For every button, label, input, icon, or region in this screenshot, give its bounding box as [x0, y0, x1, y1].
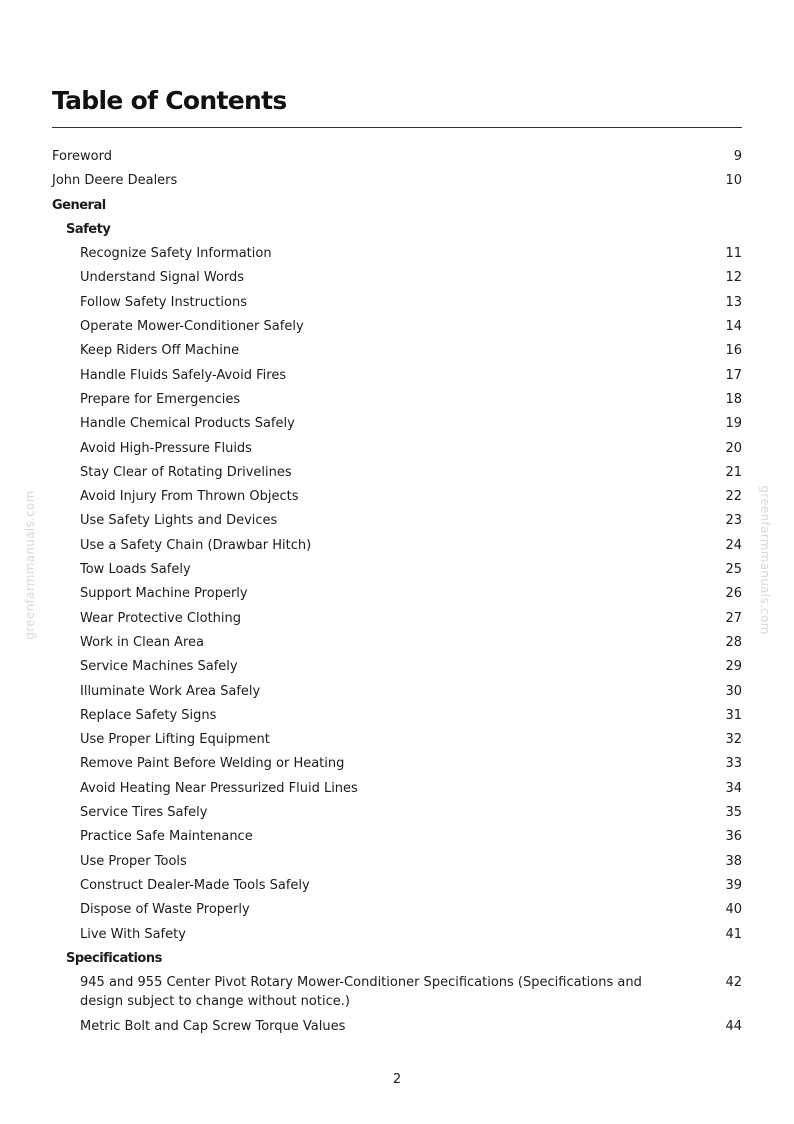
toc-entry-page-number: 38 [725, 853, 742, 869]
toc-entry[interactable] [0, 971, 794, 1015]
toc-entry-page-number: 42 [725, 975, 742, 991]
toc-entry[interactable] [0, 582, 794, 606]
toc-entry-page-number: 32 [725, 732, 742, 748]
toc-entry-page-number: 28 [725, 634, 742, 650]
toc-entry[interactable] [0, 655, 794, 679]
toc-entry[interactable] [0, 704, 794, 728]
toc-entry-page-number: 19 [725, 416, 742, 432]
toc-entry-page-number: 40 [725, 902, 742, 918]
toc-entry-title: Dispose of Waste Properly [80, 902, 250, 918]
toc-entry[interactable] [0, 558, 794, 582]
toc-entry-page-number: 36 [725, 829, 742, 845]
toc-entry-title: Illuminate Work Area Safely [80, 683, 261, 699]
page-number: 2 [392, 1072, 402, 1087]
toc-entry[interactable] [0, 680, 794, 704]
toc-section-heading [0, 194, 794, 218]
toc-entry-title: John Deere Dealers [52, 173, 178, 189]
toc-entry[interactable] [0, 850, 794, 874]
toc-entry-page-number: 24 [725, 537, 742, 553]
toc-entry-title: Operate Mower-Conditioner Safely [80, 319, 304, 335]
watermark-right: greenfarmmanuals.com [758, 485, 772, 635]
toc-entry[interactable] [0, 509, 794, 533]
toc-entry[interactable] [0, 1015, 794, 1039]
toc-entry-page-number: 25 [725, 562, 742, 578]
toc-entry[interactable] [0, 485, 794, 509]
toc-section-heading [0, 218, 794, 242]
toc-entry-page-number: 17 [725, 367, 742, 383]
toc-entry-page-number: 16 [725, 343, 742, 359]
title-divider [52, 127, 742, 128]
toc-entry[interactable] [0, 825, 794, 849]
toc-heading-label: Specifications [66, 950, 162, 966]
toc-entry-title: Replace Safety Signs [80, 707, 217, 723]
toc-entry[interactable] [0, 242, 794, 266]
toc-entry-page-number: 13 [725, 294, 742, 310]
toc-entry[interactable] [0, 291, 794, 315]
toc-entry-page-number: 14 [725, 319, 742, 335]
toc-entry-page-number: 27 [725, 610, 742, 626]
toc-entry-page-number: 20 [725, 440, 742, 456]
toc-entry-page-number: 30 [725, 683, 742, 699]
toc-entry-title: Recognize Safety Information [80, 246, 272, 262]
toc-entry-title: Metric Bolt and Cap Screw Torque Values [80, 1019, 346, 1035]
toc-entry-title: Wear Protective Clothing [80, 610, 242, 626]
toc-entry-page-number: 9 [733, 149, 742, 164]
toc-entry[interactable] [0, 801, 794, 825]
toc-entry[interactable] [0, 534, 794, 558]
toc-entry-page-number: 11 [725, 246, 742, 262]
toc-entry[interactable] [0, 169, 794, 193]
toc-entry-page-number: 33 [725, 756, 742, 772]
toc-entry-page-number: 10 [725, 173, 742, 189]
toc-entry-page-number: 41 [725, 926, 742, 942]
toc-entry[interactable] [0, 145, 794, 169]
toc-entry-page-number: 39 [725, 877, 742, 893]
toc-entry-title: Follow Safety Instructions [80, 294, 247, 310]
toc-heading-label: General [52, 197, 106, 213]
toc-entry-title: Use Proper Tools [80, 853, 187, 869]
toc-entry[interactable] [0, 874, 794, 898]
toc-entry[interactable] [0, 631, 794, 655]
toc-entry-title: Handle Chemical Products Safely [80, 416, 295, 432]
toc-entry[interactable] [0, 607, 794, 631]
toc-entry-title: Service Tires Safely [80, 805, 208, 821]
toc-entry-title: Remove Paint Before Welding or Heating [80, 756, 345, 772]
toc-entry-title: Avoid Heating Near Pressurized Fluid Lines [80, 780, 358, 796]
toc-entry-page-number: 34 [725, 780, 742, 796]
toc-entry[interactable] [0, 923, 794, 947]
toc-entry-title: Avoid Injury From Thrown Objects [80, 489, 299, 505]
toc-entry[interactable] [0, 777, 794, 801]
toc-entry[interactable] [0, 266, 794, 290]
toc-entry-page-number: 26 [725, 586, 742, 602]
toc-entry[interactable] [0, 412, 794, 436]
page-title: Table of Contents [52, 86, 287, 115]
toc-entry-page-number: 23 [725, 513, 742, 529]
toc-entry-page-number: 18 [725, 391, 742, 407]
toc-entry-title: Handle Fluids Safely-Avoid Fires [80, 367, 287, 383]
toc-entry-title: Avoid High-Pressure Fluids [80, 440, 252, 456]
toc-entry-title: Practice Safe Maintenance [80, 829, 253, 845]
toc-entry-title: Support Machine Properly [80, 586, 248, 602]
toc-entry-title: Use Proper Lifting Equipment [80, 732, 270, 748]
toc-entry-page-number: 31 [725, 707, 742, 723]
watermark-left: greenfarmmanuals.com [23, 490, 37, 640]
toc-entry[interactable] [0, 315, 794, 339]
toc-entry-title: Construct Dealer-Made Tools Safely [80, 877, 310, 893]
toc-entry-page-number: 35 [725, 805, 742, 821]
toc-entry-title: Prepare for Emergencies [80, 391, 241, 407]
toc-entry-title: Live With Safety [80, 926, 186, 942]
toc-entry-title: 945 and 955 Center Pivot Rotary Mower-Conditioner Specifications (Specifications and design subject to change without notice.) [80, 975, 642, 1009]
toc-entry-title: Stay Clear of Rotating Drivelines [80, 464, 292, 480]
toc-entry-title: Use Safety Lights and Devices [80, 513, 278, 529]
toc-entry[interactable] [0, 339, 794, 363]
toc-section-heading [0, 947, 794, 971]
toc-entry-title: Foreword [52, 149, 112, 164]
toc-entry-title: Work in Clean Area [80, 634, 204, 650]
toc-entry[interactable] [0, 728, 794, 752]
toc-entry-title: Understand Signal Words [80, 270, 245, 286]
toc-entry-title: Keep Riders Off Machine [80, 343, 240, 359]
toc-entry[interactable] [0, 437, 794, 461]
toc-entry[interactable] [0, 461, 794, 485]
toc-entry-title: Service Machines Safely [80, 659, 238, 675]
toc-entry[interactable] [0, 752, 794, 776]
toc-entry-title: Use a Safety Chain (Drawbar Hitch) [80, 537, 312, 553]
toc-entry-page-number: 44 [725, 1019, 742, 1035]
toc-entry-page-number: 12 [725, 270, 742, 286]
toc-entry-page-number: 29 [725, 659, 742, 675]
toc-list [0, 145, 794, 1039]
toc-heading-label: Safety [66, 221, 111, 237]
toc-entry-title: Tow Loads Safely [80, 562, 191, 578]
toc-entry[interactable] [0, 388, 794, 412]
toc-entry-page-number: 22 [725, 489, 742, 505]
toc-entry[interactable] [0, 898, 794, 922]
toc-entry[interactable] [0, 364, 794, 388]
toc-entry-page-number: 21 [725, 464, 742, 480]
